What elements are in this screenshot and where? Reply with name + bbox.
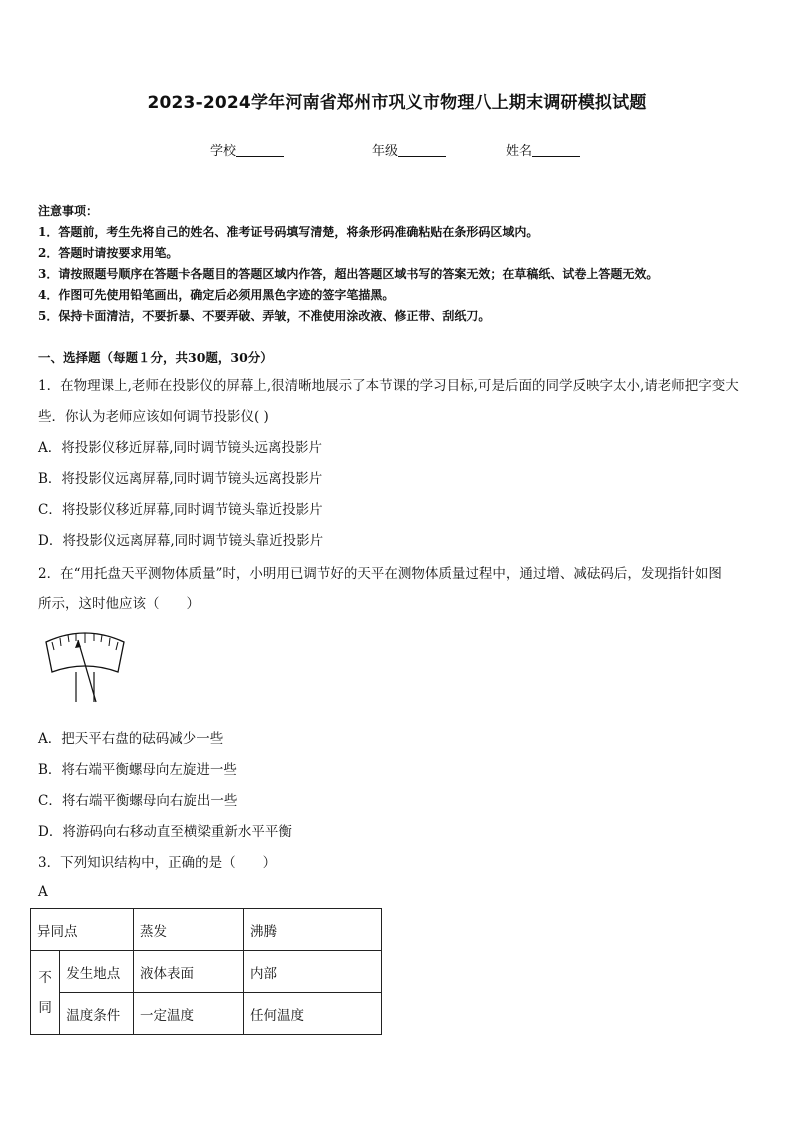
question-2-option-b[interactable]: B．将右端平衡螺母向左旋进一些 bbox=[38, 762, 237, 778]
table-cell: 内部 bbox=[244, 951, 382, 993]
school-field[interactable] bbox=[210, 140, 284, 159]
note-item: 2．答题时请按要求用笔。 bbox=[38, 246, 179, 260]
school-blank[interactable] bbox=[236, 144, 284, 157]
question-1-option-a[interactable]: A．将投影仪移近屏幕,同时调节镜头远离投影片 bbox=[38, 440, 323, 456]
note-item: 3．请按照题号顺序在答题卡各题目的答题区域内作答，超出答题区域书写的答案无效；在草稿纸、试卷上答题无效。 bbox=[38, 267, 659, 281]
table-cell: 发生地点 bbox=[60, 951, 134, 993]
pointer-needle bbox=[78, 640, 96, 702]
table-cell: 任何温度 bbox=[244, 993, 382, 1035]
note-item: 5．保持卡面清洁，不要折暴、不要弄破、弄皱，不准使用涂改液、修正带、刮纸刀。 bbox=[38, 309, 491, 323]
table-header-cell: 异同点 bbox=[31, 909, 134, 951]
name-field[interactable] bbox=[506, 140, 580, 159]
table-cell: 液体表面 bbox=[134, 951, 244, 993]
question-2-option-d[interactable]: D．将游码向右移动直至横梁重新水平平衡 bbox=[38, 824, 292, 840]
pointer-tip bbox=[75, 640, 81, 648]
table-row bbox=[31, 951, 382, 993]
note-item: 4．作图可先使用铅笔画出，确定后必须用黑色字迹的签字笔描黑。 bbox=[38, 288, 395, 302]
grade-label: 年级 bbox=[372, 144, 399, 159]
question-1-option-c[interactable]: C．将投影仪移近屏幕,同时调节镜头靠近投影片 bbox=[38, 502, 323, 518]
table-row bbox=[31, 993, 382, 1035]
question-1-option-b[interactable]: B．将投影仪远离屏幕,同时调节镜头远离投影片 bbox=[38, 471, 323, 487]
school-label: 学校 bbox=[210, 144, 237, 159]
table-group-label: 不同 bbox=[31, 951, 60, 1035]
table-cell: 一定温度 bbox=[134, 993, 244, 1035]
question-1-stem: 1．在物理课上,老师在投影仪的屏幕上,很清晰地展示了本节课的学习目标,可是后面的同学反映字太小,请老师把字变大 bbox=[38, 378, 739, 394]
question-3-stem: 3．下列知识结构中，正确的是（ ） bbox=[38, 855, 277, 871]
notes-heading: 注意事项： bbox=[38, 204, 99, 218]
name-label: 姓名 bbox=[506, 144, 533, 159]
table-header-cell: 沸腾 bbox=[244, 909, 382, 951]
section-heading: 一、选择题（每题１分，共30题，30分） bbox=[38, 350, 273, 365]
table-header-cell: 蒸发 bbox=[134, 909, 244, 951]
name-blank[interactable] bbox=[532, 144, 580, 157]
question-2-option-c[interactable]: C．将右端平衡螺母向右旋出一些 bbox=[38, 793, 238, 809]
table-header-row bbox=[31, 909, 382, 951]
balance-pointer-figure bbox=[40, 628, 130, 706]
knowledge-structure-table bbox=[30, 908, 382, 1035]
grade-field[interactable] bbox=[372, 140, 446, 159]
question-1-option-d[interactable]: D．将投影仪远离屏幕,同时调节镜头靠近投影片 bbox=[38, 533, 324, 549]
question-2-stem: 2．在“用托盘天平测物体质量”时，小明用已调节好的天平在测物体质量过程中，通过增、减砝码后，发现指针如图 bbox=[38, 566, 722, 582]
question-2-option-a[interactable]: A．把天平右盘的砝码减少一些 bbox=[38, 731, 224, 747]
question-3-option-a-label[interactable]: A bbox=[38, 884, 48, 900]
note-item: 1．答题前，考生先将自己的姓名、准考证号码填写清楚，将条形码准确粘贴在条形码区域内。 bbox=[38, 225, 539, 239]
question-2-stem-cont: 所示，这时他应该（ ） bbox=[38, 596, 200, 612]
page-title: 2023-2024学年河南省郑州市巩义市物理八上期末调研模拟试题 bbox=[147, 93, 647, 113]
grade-blank[interactable] bbox=[398, 144, 446, 157]
question-1-stem-cont: 些．你认为老师应该如何调节投影仪( ) bbox=[38, 409, 269, 425]
table-cell: 温度条件 bbox=[60, 993, 134, 1035]
